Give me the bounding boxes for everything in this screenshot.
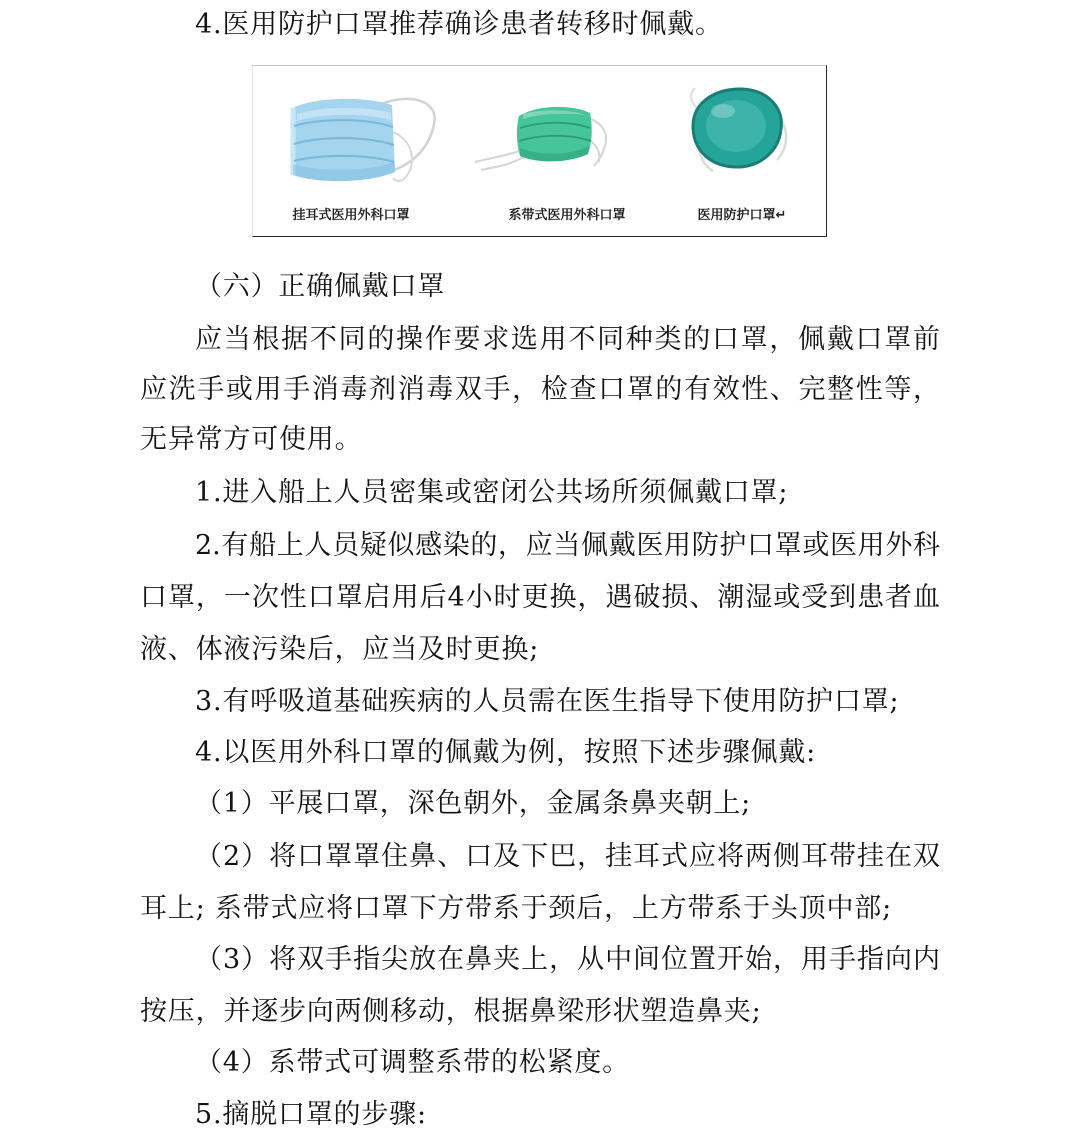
step-4: （4）系带式可调整系带的松紧度。: [195, 1047, 630, 1078]
list-item-1: 1.进入船上人员密集或密闭公共场所须佩戴口罩;: [195, 477, 789, 508]
mask-caption-earloop: 挂耳式医用外科口罩: [292, 208, 410, 223]
mask-caption-tie: 系带式医用外科口罩: [508, 208, 626, 223]
protective-respirator-mask-illustration: [691, 88, 786, 171]
list-item-2-line: 口罩，一次性口罩启用后4小时更换，遇破损、潮湿或受到患者血: [140, 582, 940, 613]
step-2-line: 耳上; 系带式应将口罩下方带系于颈后，上方带系于头顶中部;: [140, 893, 892, 924]
step-3-line: （3）将双手指尖放在鼻夹上，从中间位置开始，用手指向内: [195, 944, 940, 975]
ear-loop-strap: [392, 132, 412, 181]
step-1: （1）平展口罩，深色朝外，金属条鼻夹朝上;: [195, 788, 752, 819]
list-item-3: 3.有呼吸道基础疾病的人员需在医生指导下使用防护口罩;: [195, 686, 900, 717]
section-heading: （六）正确佩戴口罩: [195, 271, 446, 302]
intro-paragraph-line: 应洗手或用手消毒剂消毒双手，检查口罩的有效性、完整性等，: [140, 374, 940, 405]
list-item-5: 5.摘脱口罩的步骤:: [195, 1099, 427, 1130]
list-item-2-line: 2.有船上人员疑似感染的，应当佩戴医用防护口罩或医用外科: [195, 530, 940, 561]
intro-paragraph-line: 无异常方可使用。: [140, 424, 363, 455]
mask-types-figure: [252, 65, 827, 237]
mask-caption-respirator: 医用防护口罩↵: [697, 208, 787, 223]
step-3-line: 按压，并逐步向两侧移动，根据鼻梁形状塑造鼻夹;: [140, 996, 762, 1027]
tie-surgical-mask-illustration: [475, 107, 606, 170]
prev-list-item: 4.医用防护口罩推荐确诊患者转移时佩戴。: [195, 9, 723, 40]
intro-paragraph-line: 应当根据不同的操作要求选用不同种类的口罩，佩戴口罩前: [195, 324, 940, 355]
list-item-2-line: 液、体液污染后，应当及时更换;: [140, 634, 540, 665]
mask-illustrations: [253, 66, 826, 236]
respirator-highlight: [711, 104, 735, 118]
step-2-line: （2）将口罩罩住鼻、口及下巴，挂耳式应将两侧耳带挂在双: [195, 841, 940, 872]
earloop-surgical-mask-illustration: [293, 99, 435, 181]
respirator-strap: [691, 88, 697, 108]
list-item-4: 4.以医用外科口罩的佩戴为例，按照下述步骤佩戴:: [195, 737, 817, 768]
